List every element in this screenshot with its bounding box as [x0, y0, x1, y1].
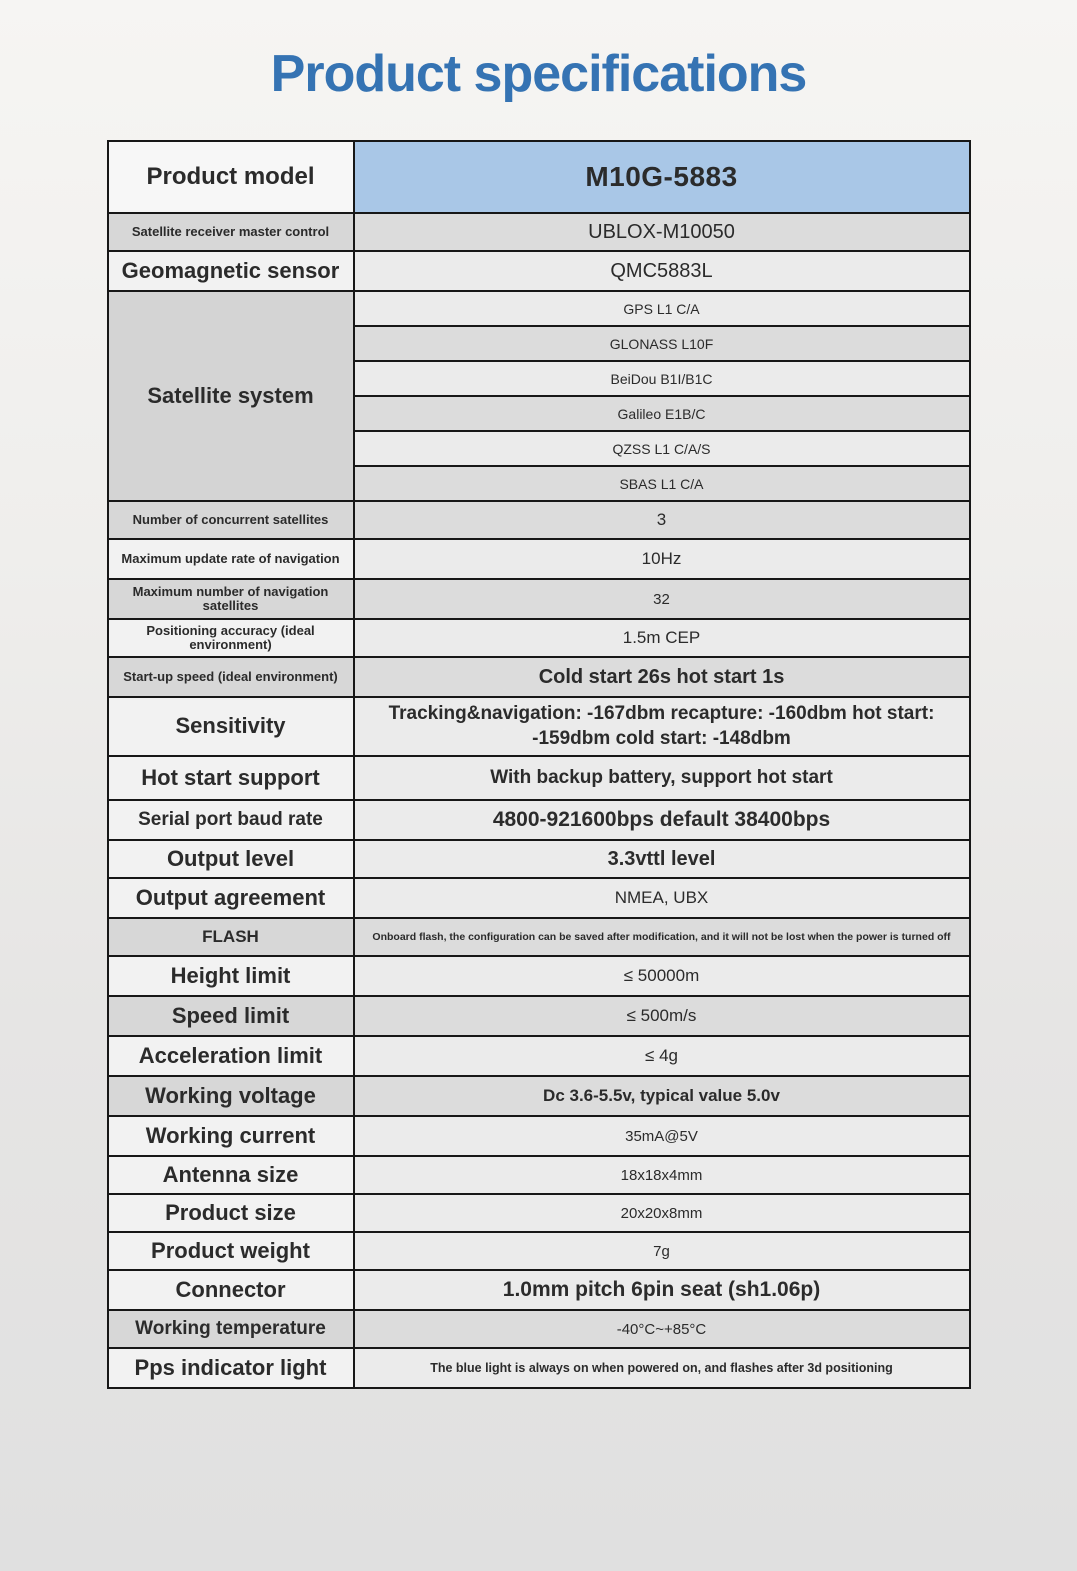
label-acceleration-limit: Acceleration limit — [108, 1036, 354, 1076]
label-working-current: Working current — [108, 1116, 354, 1156]
spec-row-max-nav-satellites — [108, 579, 970, 619]
value-speed-limit: ≤ 500m/s — [354, 996, 970, 1036]
value-satellite-sbas: SBAS L1 C/A — [354, 466, 970, 501]
spec-row-pps-indicator — [108, 1348, 970, 1388]
value-sensitivity: Tracking&navigation: -167dbm recapture: -160dbm hot start: -159dbm cold start: -148dbm — [354, 697, 970, 756]
spec-row-working-temperature — [108, 1310, 970, 1348]
spec-row-concurrent-satellites — [108, 501, 970, 539]
value-receiver: UBLOX-M10050 — [354, 213, 970, 251]
value-working-temperature: -40°C~+85°C — [354, 1310, 970, 1348]
value-positioning-accuracy: 1.5m CEP — [354, 619, 970, 657]
label-positioning-accuracy: Positioning accuracy (ideal environment) — [108, 619, 354, 657]
label-product-model: Product model — [108, 141, 354, 213]
value-output-level: 3.3vttl level — [354, 840, 970, 878]
value-baud-rate: 4800-921600bps default 38400bps — [354, 800, 970, 840]
page-title: Product specifications — [270, 45, 807, 103]
label-geomagnetic-sensor: Geomagnetic sensor — [108, 251, 354, 291]
value-update-rate: 10Hz — [354, 539, 970, 579]
spec-row-baud-rate — [108, 800, 970, 840]
spec-row-hot-start — [108, 756, 970, 800]
label-product-size: Product size — [108, 1194, 354, 1232]
spec-row-geomagnetic-sensor — [108, 251, 970, 291]
label-height-limit: Height limit — [108, 956, 354, 996]
label-output-agreement: Output agreement — [108, 878, 354, 918]
spec-row-connector — [108, 1270, 970, 1310]
value-product-size: 20x20x8mm — [354, 1194, 970, 1232]
value-height-limit: ≤ 50000m — [354, 956, 970, 996]
label-concurrent-satellites: Number of concurrent satellites — [108, 501, 354, 539]
spec-row-sensitivity — [108, 697, 970, 756]
value-geomagnetic-sensor: QMC5883L — [354, 251, 970, 291]
label-baud-rate: Serial port baud rate — [108, 800, 354, 840]
value-working-current: 35mA@5V — [354, 1116, 970, 1156]
spec-row-startup-speed — [108, 657, 970, 697]
value-satellite-galileo: Galileo E1B/C — [354, 396, 970, 431]
value-antenna-size: 18x18x4mm — [354, 1156, 970, 1194]
label-flash: FLASH — [108, 918, 354, 956]
label-connector: Connector — [108, 1270, 354, 1310]
label-speed-limit: Speed limit — [108, 996, 354, 1036]
value-product-weight: 7g — [354, 1232, 970, 1270]
spec-row-satellite-system — [108, 291, 970, 326]
value-output-agreement: NMEA, UBX — [354, 878, 970, 918]
spec-row-product-weight — [108, 1232, 970, 1270]
label-working-voltage: Working voltage — [108, 1076, 354, 1116]
spec-row-product-size — [108, 1194, 970, 1232]
value-satellite-qzss: QZSS L1 C/A/S — [354, 431, 970, 466]
label-hot-start: Hot start support — [108, 756, 354, 800]
label-antenna-size: Antenna size — [108, 1156, 354, 1194]
label-startup-speed: Start-up speed (ideal environment) — [108, 657, 354, 697]
spec-row-speed-limit — [108, 996, 970, 1036]
value-startup-speed: Cold start 26s hot start 1s — [354, 657, 970, 697]
spec-row-output-level — [108, 840, 970, 878]
value-acceleration-limit: ≤ 4g — [354, 1036, 970, 1076]
label-product-weight: Product weight — [108, 1232, 354, 1270]
spec-row-receiver — [108, 213, 970, 251]
label-update-rate: Maximum update rate of navigation — [108, 539, 354, 579]
value-product-model: M10G-5883 — [354, 141, 970, 213]
value-satellite-gps: GPS L1 C/A — [354, 291, 970, 326]
label-output-level: Output level — [108, 840, 354, 878]
spec-row-output-agreement — [108, 878, 970, 918]
value-connector: 1.0mm pitch 6pin seat (sh1.06p) — [354, 1270, 970, 1310]
label-sensitivity: Sensitivity — [108, 697, 354, 756]
spec-row-product-model — [108, 141, 970, 213]
label-receiver: Satellite receiver master control — [108, 213, 354, 251]
value-max-nav-satellites: 32 — [354, 579, 970, 619]
value-hot-start: With backup battery, support hot start — [354, 756, 970, 800]
value-pps-indicator: The blue light is always on when powered on, and flashes after 3d positioning — [354, 1348, 970, 1388]
value-working-voltage: Dc 3.6-5.5v, typical value 5.0v — [354, 1076, 970, 1116]
spec-row-positioning-accuracy — [108, 619, 970, 657]
spec-row-antenna-size — [108, 1156, 970, 1194]
spec-row-flash — [108, 918, 970, 956]
spec-table — [107, 140, 971, 1389]
label-pps-indicator: Pps indicator light — [108, 1348, 354, 1388]
value-satellite-beidou: BeiDou B1I/B1C — [354, 361, 970, 396]
value-satellite-glonass: GLONASS L10F — [354, 326, 970, 361]
spec-row-working-voltage — [108, 1076, 970, 1116]
spec-row-update-rate — [108, 539, 970, 579]
label-satellite-system: Satellite system — [108, 291, 354, 501]
label-max-nav-satellites: Maximum number of navigation satellites — [108, 579, 354, 619]
label-working-temperature: Working temperature — [108, 1310, 354, 1348]
value-flash: Onboard flash, the configuration can be saved after modification, and it will not be lost when the power is turned off — [354, 918, 970, 956]
spec-row-height-limit — [108, 956, 970, 996]
spec-row-acceleration-limit — [108, 1036, 970, 1076]
value-concurrent-satellites: 3 — [354, 501, 970, 539]
spec-row-working-current — [108, 1116, 970, 1156]
